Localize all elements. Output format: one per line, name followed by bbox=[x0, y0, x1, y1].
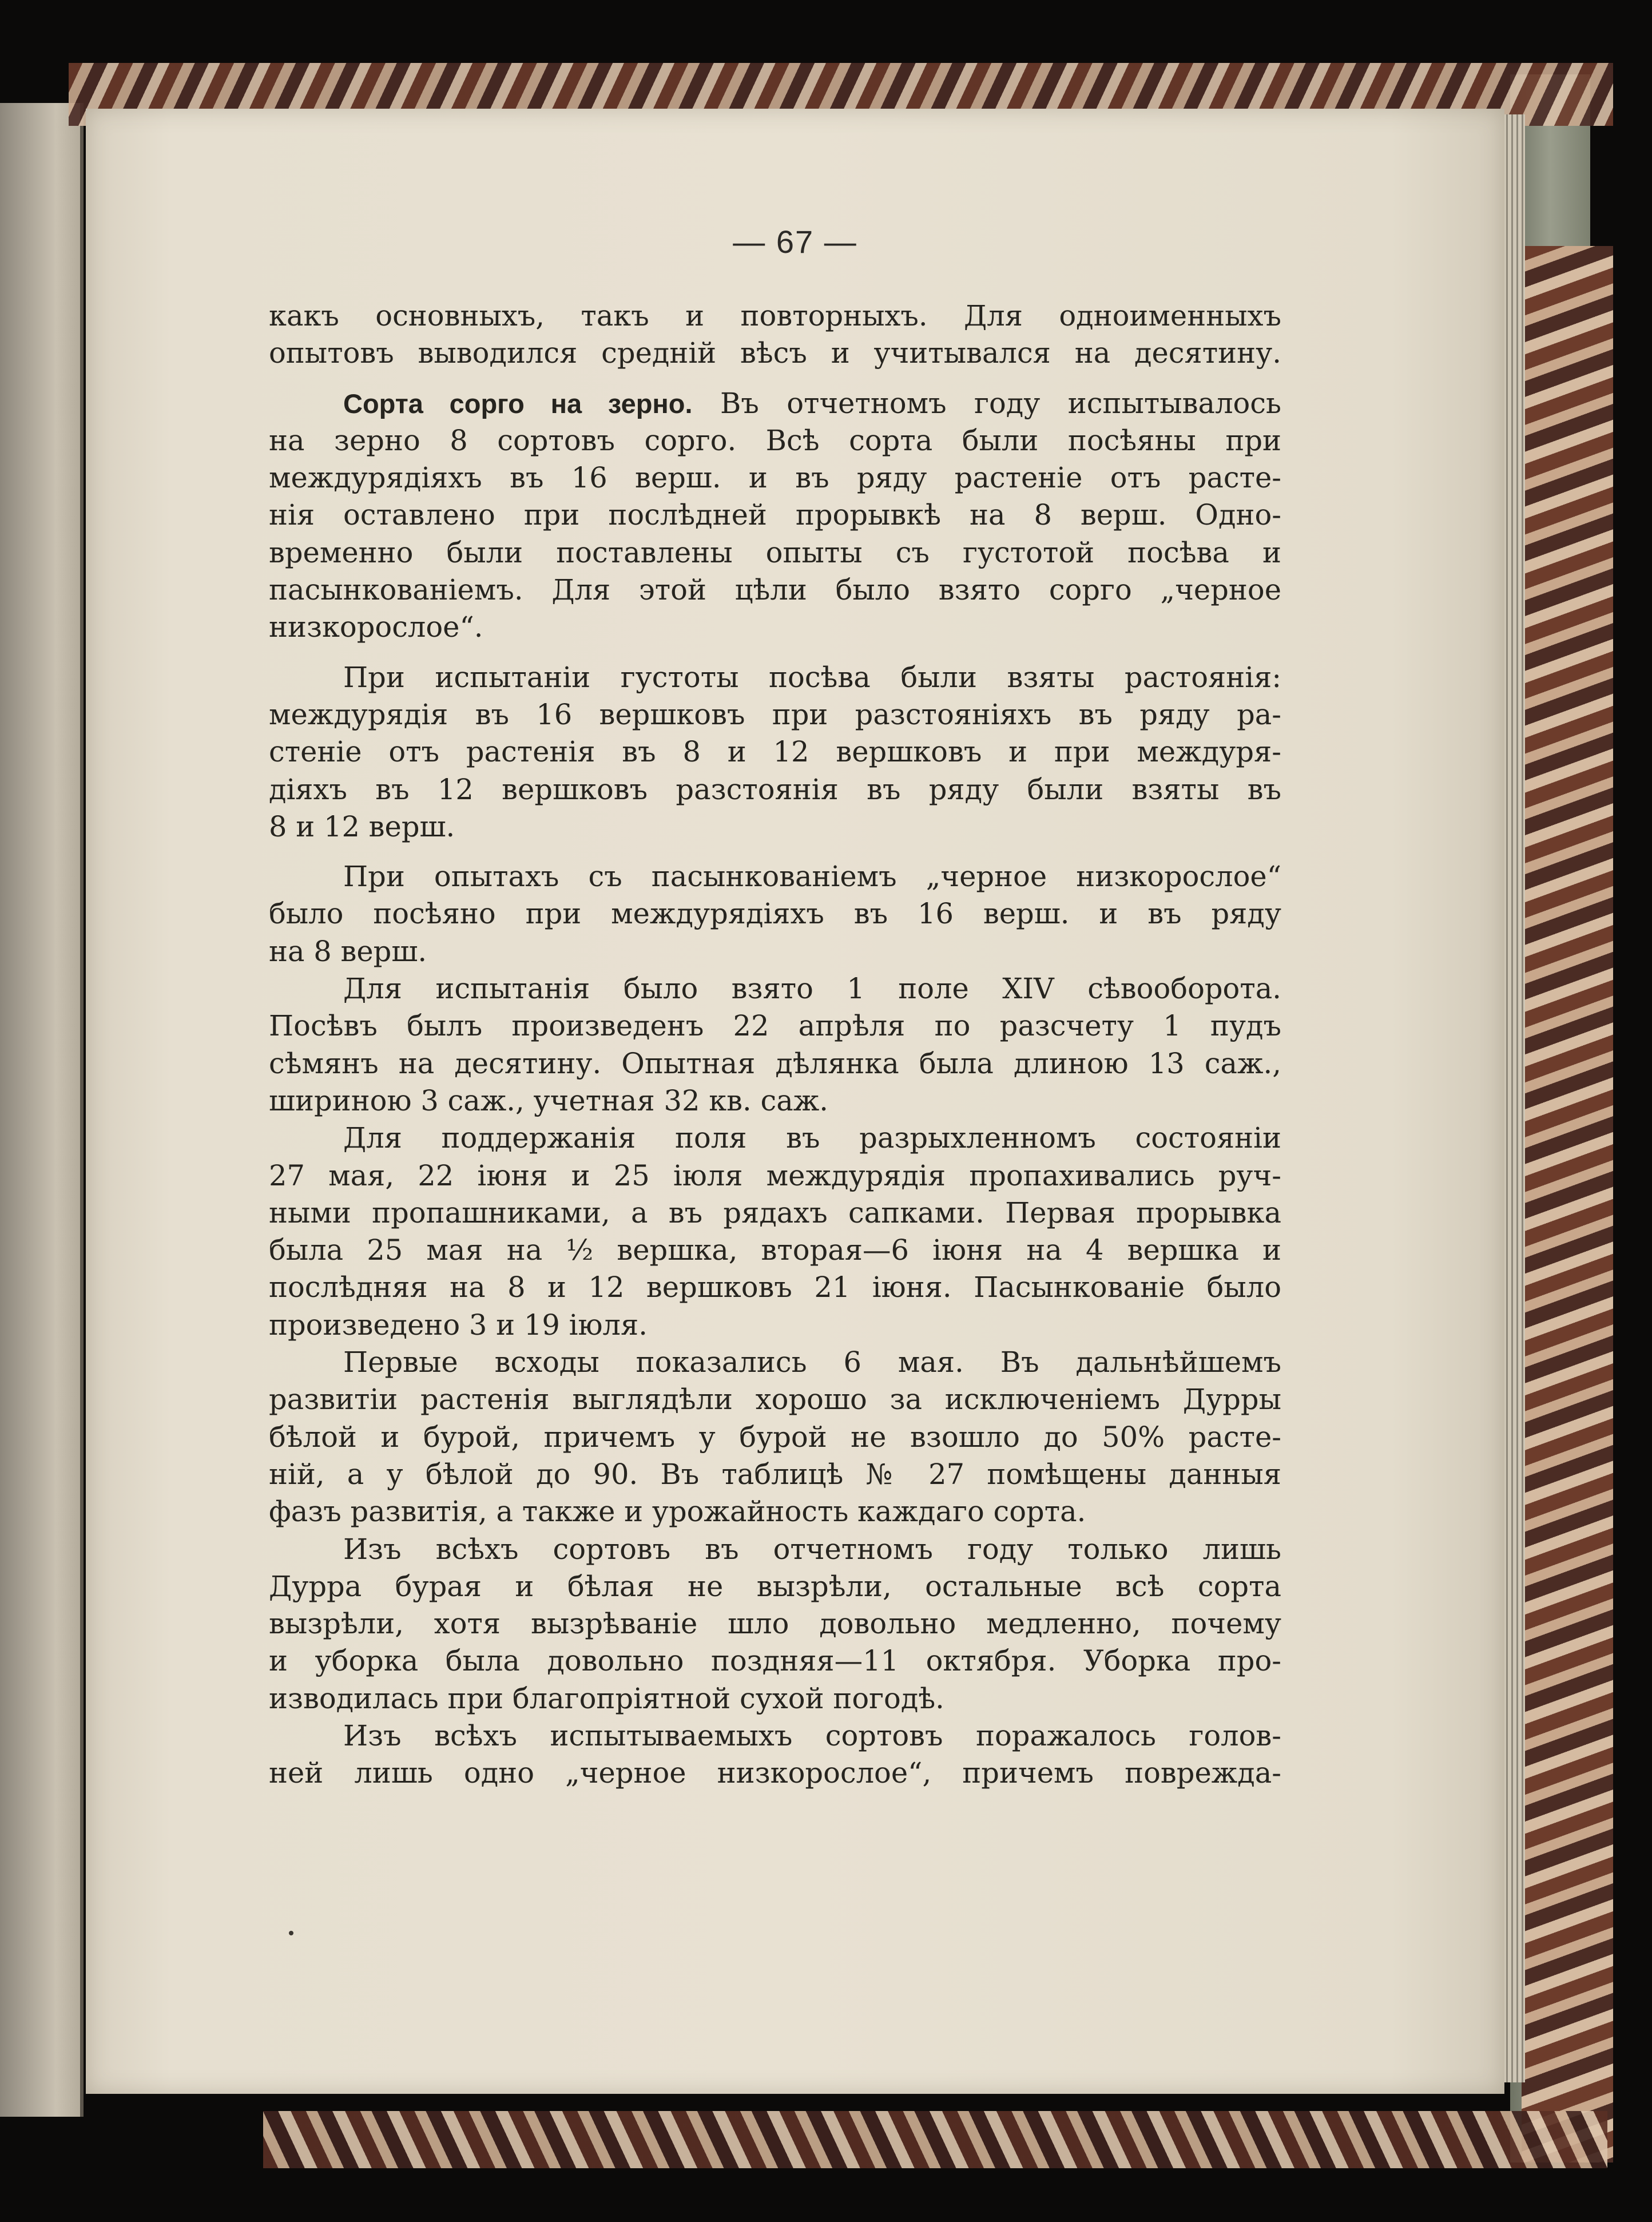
marbled-cover-bottom bbox=[263, 2111, 1607, 2168]
text-line: При испытанiи густоты посѣва были взяты растоянiя: bbox=[343, 660, 1281, 694]
text-line: междурядiя въ 16 вершковъ при разстоянiяхъ въ ряду ра- bbox=[269, 697, 1281, 731]
text-line: послѣдняя на 8 и 12 вершковъ 21 iюня. Пасынкованiе было bbox=[269, 1271, 1281, 1304]
text-line: было посѣяно при междурядiяхъ въ 16 верш. и въ ряду bbox=[269, 897, 1281, 931]
text-line: на зерно 8 сортовъ сорго. Всѣ сорта были посѣяны при bbox=[269, 423, 1281, 457]
paragraph bbox=[269, 659, 1281, 846]
text-line: Для поддержанiя поля въ разрыхленномъ состоянiи bbox=[343, 1121, 1281, 1155]
text-line: пасынкованiемъ. Для этой цѣли было взято сорго „черное bbox=[269, 573, 1281, 607]
text-line: Изъ всѣхъ испытываемыхъ сортовъ поражалось голов- bbox=[343, 1719, 1281, 1752]
paragraph bbox=[269, 297, 1281, 372]
text-line: и уборка была довольно поздняя—11 октября. Уборка про- bbox=[269, 1644, 1281, 1678]
page-number: — 67 — bbox=[733, 224, 857, 260]
text-line: Для испытанiя было взято 1 поле XIV сѣвооборота. bbox=[343, 972, 1281, 1006]
text-line: нiя оставлено при послѣдней прорывкѣ на 8 верш. Одно- bbox=[269, 498, 1281, 532]
text-line: дiяхъ въ 12 вершковъ разстоянiя въ ряду были взяты въ bbox=[269, 772, 1281, 806]
text-line: шириною 3 саж., учетная 32 кв. саж. bbox=[269, 1084, 829, 1117]
text-line: ней лишь одно „черное низкорослое“, причемъ поврежда- bbox=[269, 1756, 1281, 1790]
book-page bbox=[86, 109, 1504, 2094]
body-text bbox=[269, 297, 1281, 1792]
paragraph bbox=[269, 858, 1281, 970]
text-line: сѣмянъ на десятину. Опытная дѣлянка была длиною 13 саж., bbox=[269, 1046, 1281, 1080]
text-line: Первые всходы показались 6 мая. Въ дальнѣйшемъ bbox=[343, 1346, 1281, 1379]
paragraph bbox=[269, 1344, 1281, 1530]
text-line: низкорослое“. bbox=[269, 610, 483, 644]
text-line: ными пропашниками, а въ рядахъ сапками. Первая прорывка bbox=[269, 1196, 1281, 1229]
text-line: какъ основныхъ, такъ и повторныхъ. Для одноименныхъ bbox=[269, 299, 1281, 332]
ink-speck bbox=[289, 1931, 293, 1935]
paragraph bbox=[269, 1120, 1281, 1344]
text-line: вызрѣли, хотя вызрѣванiе шло довольно медленно, почему bbox=[269, 1607, 1281, 1641]
text-line: Дурра бурая и бѣлая не вызрѣли, остальные всѣ сорта bbox=[269, 1569, 1281, 1603]
paragraph bbox=[269, 970, 1281, 1120]
text-line: изводилась при благопрiятной сухой погодѣ. bbox=[269, 1681, 944, 1715]
text-line: на 8 верш. bbox=[269, 934, 427, 968]
text-line bbox=[269, 385, 1281, 422]
section-heading: Сорта сорго на зерно. bbox=[343, 388, 693, 419]
text-line: 8 и 12 верш. bbox=[269, 810, 455, 843]
text-line: междурядiяхъ въ 16 верш. и въ ряду растенiе отъ расте- bbox=[269, 461, 1281, 495]
text-line: опытовъ выводился среднiй вѣсъ и учитывался на десятину. bbox=[269, 336, 1281, 370]
text-line: произведено 3 и 19 iюля. bbox=[269, 1308, 648, 1342]
text-line: развитiи растенiя выглядѣли хорошо за исключенiемъ Дурры bbox=[269, 1383, 1281, 1416]
text-line: фазъ развитiя, а также и урожайность каждаго сорта. bbox=[269, 1495, 1086, 1529]
text-line: Изъ всѣхъ сортовъ въ отчетномъ году только лишь bbox=[343, 1532, 1281, 1566]
text-line: Посѣвъ былъ произведенъ 22 апрѣля по разсчету 1 пудъ bbox=[269, 1009, 1281, 1043]
text-line: была 25 мая на ½ вершка, вторая—6 iюня на 4 вершка и bbox=[269, 1233, 1281, 1267]
text-line: нiй, а у бѣлой до 90. Въ таблицѣ № 27 помѣщены данныя bbox=[269, 1457, 1281, 1491]
text-line: бѣлой и бурой, причемъ у бурой не взошло до 50% расте- bbox=[269, 1420, 1281, 1454]
text-line: временно были поставлены опыты съ густотой посѣва и bbox=[269, 535, 1281, 569]
text-line: 27 мая, 22 iюня и 25 iюля междурядiя пропахивались руч- bbox=[269, 1158, 1281, 1192]
paragraph bbox=[269, 1717, 1281, 1792]
paragraph bbox=[269, 385, 1281, 646]
previous-page-edge bbox=[0, 103, 84, 2117]
paragraph bbox=[269, 1531, 1281, 1717]
text-line: стенiе отъ растенiя въ 8 и 12 вершковъ и при междуря- bbox=[269, 735, 1281, 769]
marbled-cover-right bbox=[1522, 246, 1613, 2163]
text-line: При опытахъ съ пасынкованiемъ „черное низкорослое“ bbox=[343, 860, 1281, 894]
text-fragment: Въ отчетномъ году испытывалось bbox=[720, 386, 1281, 420]
